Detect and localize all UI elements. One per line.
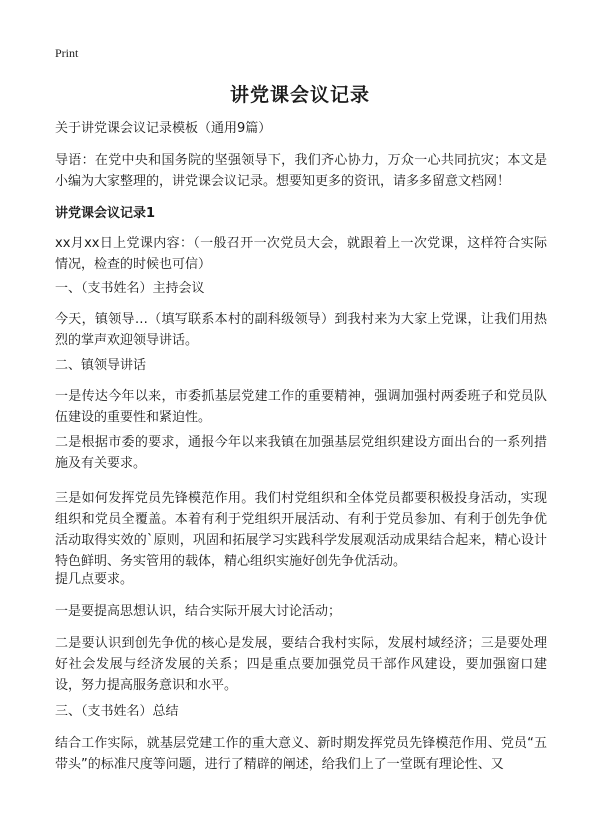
summary-paragraph: 结合工作实际，就基层党建工作的重大意义、新时期发挥党员先锋模范作用、党员“五带头”的标准尺度等问题，进行了精辟的阐述，给我们上了一堂既有理论性、又 xyxy=(55,736,547,772)
point-2: 二是根据市委的要求，通报今年以来我镇在加强基层党组织建设方面出台的一系列措施及有关要求。 xyxy=(55,435,547,471)
item1-heading: 一、（支书姓名）主持会议 xyxy=(55,281,205,296)
requirements-line: 提几点要求。 xyxy=(55,572,134,587)
page-title: 讲党课会议记录 xyxy=(229,84,370,106)
item1-text: 今天，镇领导…（填写联系本村的副科级领导）到我村来为大家上党课，让我们用热烈的掌声欢迎领导讲话。 xyxy=(55,312,547,348)
item2-heading: 二、镇领导讲话 xyxy=(55,358,147,373)
intro-paragraph: 导语：在党中央和国务院的坚强领导下，我们齐心协力，万众一心共同抗灾；本文是小编为大家整理的，讲党课会议记录。想要知更多的资讯，请多多留意文档网！ xyxy=(55,153,547,189)
date-line: xx月xx日上党课内容：（一般召开一次党员大会，就跟着上一次党课，这样符合实际情况，检查的时候也可信） xyxy=(55,236,547,272)
point-3: 三是如何发挥党员先锋模范作用。我们村党组织和全体党员都要积极投身活动，实现组织和党员全覆盖。本着有利于党组织开展活动、有利于党员参加、有利于创先争优活动取得实效的`原则，巩固和拓展学习实践科学发展观活动成果结合起来，精心设计特色鲜明、务实管用的载体，精心组织实施好创先争优活动。 xyxy=(55,491,547,569)
print-label: Print xyxy=(55,46,79,60)
section-heading: 讲党课会议记录1 xyxy=(55,206,156,221)
subtitle: 关于讲党课会议记录模板（通用9篇） xyxy=(55,121,272,136)
point-1: 一是传达今年以来，市委抓基层党建工作的重要精神，强调加强村两委班子和党员队伍建设的重要性和紧迫性。 xyxy=(55,389,547,425)
requirement-1: 一是要提高思想认识，结合实际开展大讨论活动； xyxy=(55,604,342,619)
requirement-2: 二是要认识到创先争优的核心是发展，要结合我村实际，发展村域经济；三是要处理好社会发展与经济发展的关系；四是重点要加强党员干部作风建设，要加强窗口建设，努力提高服务意识和水平。 xyxy=(55,636,547,693)
item3-heading: 三、（支书姓名）总结 xyxy=(55,704,179,719)
